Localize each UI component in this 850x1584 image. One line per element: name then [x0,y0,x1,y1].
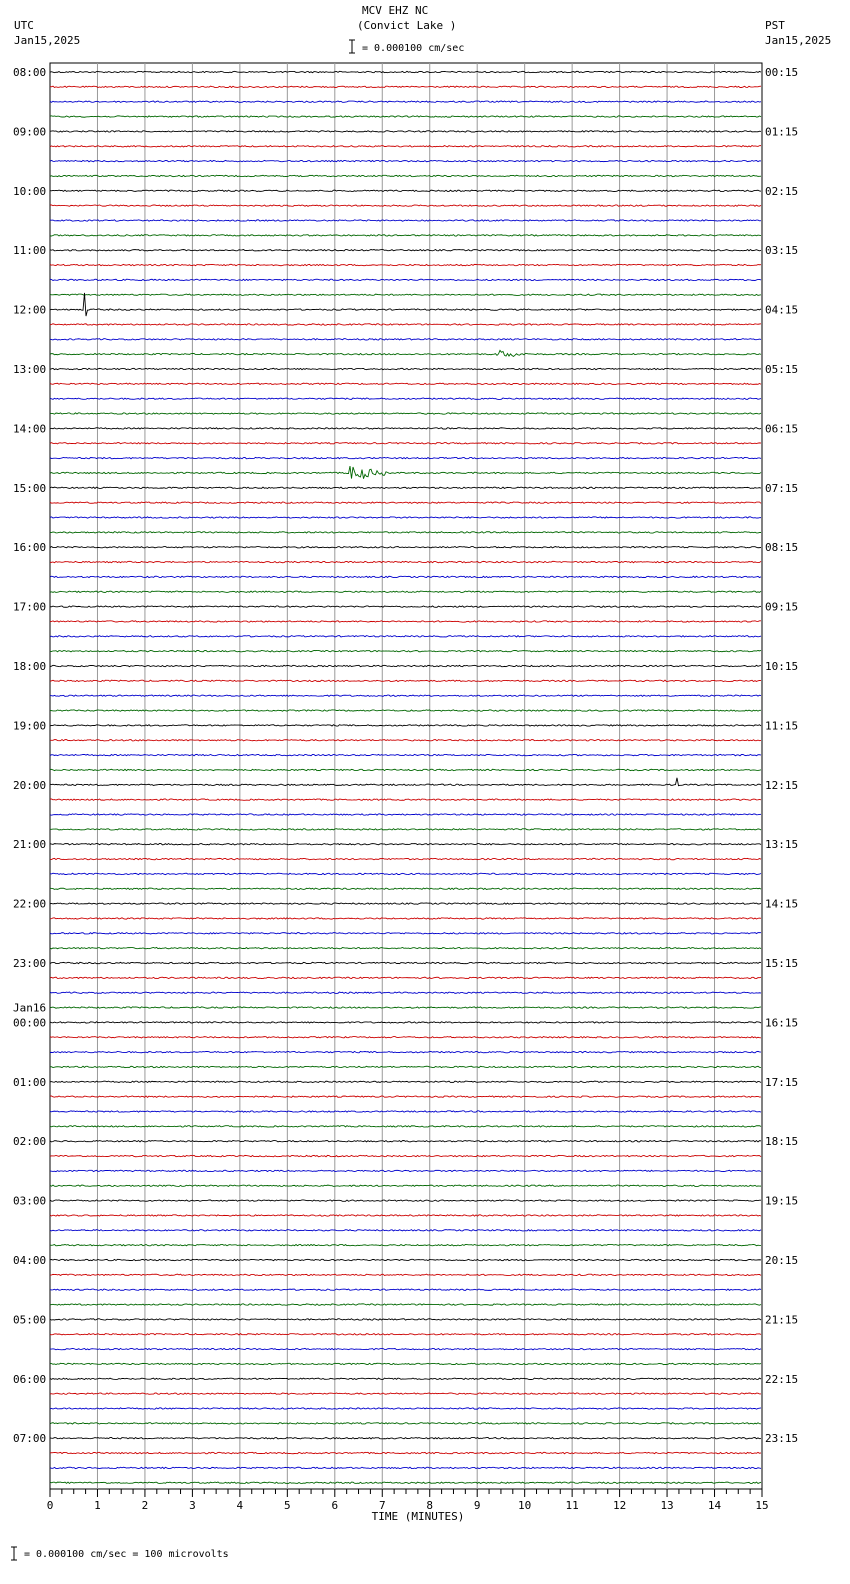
trace-line [50,933,761,934]
trace-line [50,918,761,919]
trace-line [50,606,761,607]
trace-line [50,769,761,770]
utc-hour-label: 09:00 [13,125,47,139]
trace-line [50,101,761,102]
trace-line [50,962,761,963]
trace-line [50,903,761,904]
trace-line [50,383,761,384]
trace-line [50,1289,761,1290]
trace-line [50,858,761,859]
x-tick-label: 11 [565,1499,579,1512]
trace-line [50,740,761,741]
trace-line [50,368,761,369]
utc-hour-label: 19:00 [13,719,47,733]
utc-hour-label: 17:00 [13,600,47,614]
trace-line [50,576,761,577]
trace-line [50,1037,761,1038]
x-tick-label: 12 [612,1499,627,1512]
trace-line [50,350,761,356]
pst-hour-label: 00:15 [765,66,799,79]
utc-hour-label: 05:00 [13,1313,47,1327]
x-tick-label: 10 [518,1499,532,1512]
trace-line [50,977,761,978]
pst-hour-label: 16:15 [765,1016,799,1030]
trace-line [50,71,761,72]
trace-line [50,398,761,399]
trace-line [50,665,761,666]
pst-hour-label: 06:15 [765,422,799,436]
utc-hour-label: 01:00 [13,1075,47,1089]
trace-line [50,339,761,340]
trace-line [50,814,761,815]
trace-line [50,799,761,800]
station-title: MCV EHZ NC [362,4,429,17]
trace-line [50,680,761,681]
trace-line [50,992,761,993]
trace-line [50,873,761,874]
trace-line [50,190,761,191]
x-tick-label: 0 [46,1499,54,1512]
x-tick-label: 15 [755,1499,769,1512]
pst-hour-label: 19:15 [765,1194,799,1208]
left-date: Jan15,2025 [14,34,81,47]
trace-line [50,324,761,325]
trace-line [50,754,761,755]
utc-hour-label: 08:00 [13,66,47,79]
station-location: (Convict Lake ) [357,19,457,32]
trace-line [50,86,761,87]
trace-line [50,131,761,132]
trace-line [50,487,761,488]
trace-line [50,250,761,251]
utc-hour-label: 04:00 [13,1254,47,1267]
pst-hour-label: 02:15 [765,184,799,198]
trace-line [50,1319,761,1320]
utc-hour-label: 06:00 [13,1372,47,1386]
trace-line [50,1200,761,1201]
trace-line [50,116,761,117]
trace-line [50,517,761,518]
trace-line [50,888,761,889]
trace-line [50,1423,761,1424]
trace-line [50,457,761,458]
trace-line [50,532,761,533]
pst-hour-label: 10:15 [765,660,799,673]
right-date: Jan15,2025 [765,34,832,47]
x-tick-label: 5 [284,1499,291,1512]
trace-line [50,1363,761,1364]
trace-line [50,1334,761,1335]
utc-hour-label: 22:00 [13,897,47,911]
pst-hour-label: 15:15 [765,957,799,970]
trace-line [50,636,761,637]
pst-hour-label: 23:15 [765,1432,799,1446]
utc-hour-label: 20:00 [13,778,47,792]
pst-hour-label: 20:15 [765,1254,799,1267]
trace-line [50,1170,761,1171]
trace-line [50,502,761,503]
trace-line [50,1274,761,1275]
pst-hour-label: 04:15 [765,303,799,317]
footer-scale-note: = 0.000100 cm/sec = 100 microvolts [24,1549,229,1560]
pst-hour-label: 07:15 [765,481,799,495]
trace-line [50,1155,761,1156]
utc-hour-label: 12:00 [13,303,47,317]
pst-hour-label: 22:15 [765,1372,799,1386]
trace-line [50,844,761,845]
x-tick-label: 4 [236,1499,244,1512]
trace-line [50,1259,761,1260]
trace-line [50,725,761,726]
trace-line [50,294,761,295]
trace-line [50,1244,761,1245]
pst-hour-label: 09:15 [765,600,799,614]
pst-hour-label: 11:15 [765,719,799,733]
pst-hour-label: 13:15 [765,838,799,852]
trace-line [50,1185,761,1186]
trace-line [50,1007,761,1008]
x-axis-label: TIME (MINUTES) [371,1510,465,1523]
pst-hour-label: 08:15 [765,541,799,555]
trace-line [50,220,761,221]
utc-hour-label: 23:00 [13,957,47,970]
left-timezone: UTC [14,19,34,32]
pst-hour-label: 01:15 [765,125,799,139]
x-tick-label: 1 [94,1499,101,1512]
utc-hour-label: 10:00 [13,184,47,198]
trace-line [50,1111,761,1112]
trace-line [50,1141,761,1142]
trace-line [50,1022,761,1023]
trace-line [50,160,761,161]
trace-line [50,428,761,429]
right-timezone: PST [765,19,785,32]
trace-line [50,175,761,176]
trace-line [50,1378,761,1379]
x-tick-label: 6 [331,1499,339,1512]
trace-line [50,1408,761,1409]
x-tick-label: 9 [473,1499,481,1512]
trace-line [50,293,761,316]
pst-hour-label: 03:15 [765,244,799,258]
pst-hour-label: 12:15 [765,778,799,792]
trace-line [50,205,761,206]
x-tick-label: 2 [141,1499,149,1512]
trace-line [50,547,761,548]
trace-line [50,1467,761,1468]
pst-hour-label: 18:15 [765,1135,799,1149]
trace-line [50,1348,761,1349]
utc-hour-label: 15:00 [13,481,47,495]
trace-line [50,1482,761,1483]
trace-line [50,1438,761,1439]
plot-frame [50,63,762,1489]
trace-line [50,1230,761,1231]
trace-line [50,650,761,651]
utc-hour-label: 18:00 [13,660,47,673]
trace-line [50,561,761,562]
date-change-label: Jan16 [13,1001,47,1015]
utc-hour-label: 14:00 [13,422,47,436]
utc-hour-label: 13:00 [13,363,47,376]
x-tick-label: 13 [660,1499,674,1512]
trace-line [50,1452,761,1453]
trace-line [50,778,761,786]
trace-line [50,279,761,280]
trace-line [50,621,761,622]
x-tick-label: 3 [189,1499,196,1512]
utc-hour-label: 16:00 [13,541,47,555]
trace-line [50,413,761,414]
trace-line [50,235,761,236]
trace-line [50,1393,761,1394]
trace-line [50,1215,761,1216]
utc-hour-label: 03:00 [13,1194,47,1208]
trace-line [50,146,761,147]
trace-line [50,710,761,711]
pst-hour-label: 17:15 [765,1075,799,1089]
trace-line [50,1304,761,1305]
scale-text: = 0.000100 cm/sec [362,43,465,54]
trace-line [50,695,761,696]
trace-line [50,829,761,830]
utc-hour-label: 11:00 [13,244,47,258]
x-tick-label: 7 [378,1499,386,1512]
trace-line [50,1051,761,1052]
utc-hour-label: 21:00 [13,838,47,852]
pst-hour-label: 21:15 [765,1313,799,1327]
trace-line [50,443,761,444]
x-tick-label: 14 [707,1499,722,1512]
trace-line [50,947,761,948]
utc-hour-label: 07:00 [13,1432,47,1446]
pst-hour-label: 14:15 [765,897,799,911]
trace-line [50,591,761,592]
trace-line [50,466,761,479]
utc-hour-label: 02:00 [13,1135,47,1149]
utc-hour-label: 00:00 [13,1016,47,1030]
trace-line [50,1066,761,1067]
trace-line [50,264,761,265]
trace-line [50,1126,761,1127]
trace-line [50,1081,761,1082]
pst-hour-label: 05:15 [765,363,799,376]
x-tick-label: 8 [426,1499,434,1512]
trace-line [50,1096,761,1097]
